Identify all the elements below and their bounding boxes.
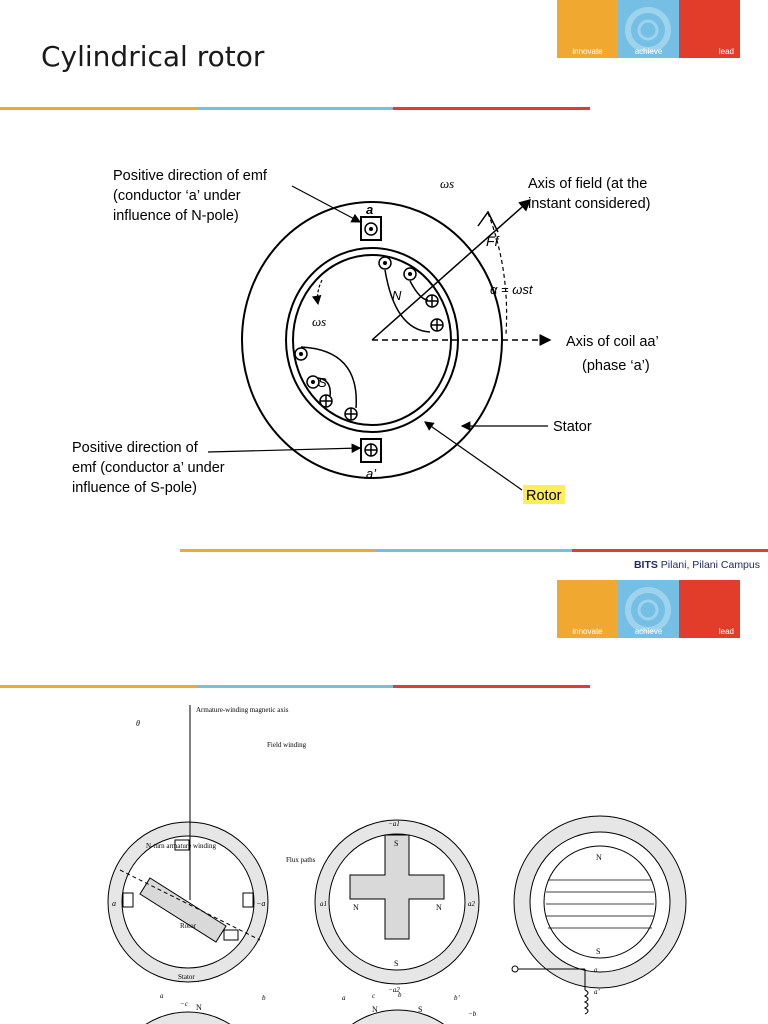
- sym-n: N: [392, 288, 402, 303]
- svg-text:c: c: [372, 992, 376, 1000]
- label-pos-emf-a-3: influence of N-pole): [113, 208, 239, 224]
- fig1-armature-axis: Armature-winding magnetic axis: [196, 706, 289, 714]
- svg-text:b’: b’: [454, 994, 460, 1002]
- svg-text:−b: −b: [468, 1010, 477, 1018]
- svg-text:−a2: −a2: [388, 986, 400, 994]
- svg-text:N: N: [353, 903, 359, 912]
- svg-text:θ: θ: [136, 719, 140, 728]
- fig-two-pole-salient: [108, 705, 316, 982]
- fig1-flux-paths: Flux paths: [286, 856, 316, 864]
- omega-rotor-arrow: [318, 280, 323, 304]
- footer-rule: [180, 549, 768, 552]
- svg-text:a: a: [594, 966, 598, 974]
- svg-text:N: N: [436, 903, 442, 912]
- svg-text:−a: −a: [256, 899, 266, 908]
- svg-text:a2: a2: [468, 900, 475, 908]
- label-pos-emf-a2-3: influence of S-pole): [72, 480, 197, 496]
- slide-2: [0, 580, 768, 1024]
- label-stator: Stator: [553, 419, 592, 435]
- label-pos-emf-a2-2: emf (conductor a’ under: [72, 460, 225, 476]
- svg-text:a’: a’: [594, 988, 600, 996]
- sym-ff: Ff: [486, 233, 499, 249]
- footer-campus: BITS Pilani, Pilani Campus: [633, 559, 760, 571]
- svg-text:a: a: [342, 994, 346, 1002]
- svg-text:b: b: [398, 991, 402, 999]
- svg-text:b: b: [262, 994, 266, 1002]
- svg-text:S: S: [596, 947, 601, 956]
- logo-achieve: achieve: [618, 0, 679, 58]
- fig1-stator: Stator: [178, 973, 195, 981]
- svg-text:a: a: [160, 992, 164, 1000]
- label-axis-field-2: instant considered): [528, 196, 651, 212]
- svg-text:a: a: [112, 899, 116, 908]
- svg-text:N: N: [196, 1003, 202, 1012]
- cylindrical-rotor-diagram: [0, 150, 768, 560]
- bits-logo: [557, 0, 740, 58]
- svg-text:S: S: [394, 839, 399, 848]
- fig1-rotor: Rotor: [180, 922, 196, 930]
- svg-text:−a1: −a1: [388, 820, 400, 828]
- fig1-n-turn: N-turn armature winding: [146, 842, 216, 850]
- label-rotor: Rotor: [526, 488, 562, 504]
- svg-text:a1: a1: [320, 900, 327, 908]
- label-axis-field-1: Axis of field (at the: [528, 176, 648, 192]
- svg-text:S: S: [418, 1005, 423, 1014]
- label-pos-emf-a2-1: Positive direction of: [72, 440, 198, 456]
- header-rule-2: [0, 685, 590, 688]
- fig-three-phase-2pole: [110, 992, 266, 1024]
- sym-a: a: [366, 202, 374, 217]
- fig-three-phase-4pole: [318, 991, 478, 1024]
- sym-alpha: α = ωst: [490, 282, 533, 297]
- label-axis-coil-2: (phase ‘a’): [582, 358, 650, 374]
- sym-omega-s-rotor: ωs: [312, 314, 327, 329]
- fig-cylindrical: [514, 816, 686, 988]
- rotation-arrow: [478, 212, 498, 232]
- label-axis-coil-1: Axis of coil aa’: [566, 334, 659, 350]
- slide-title: Cylindrical rotor: [41, 40, 265, 73]
- machine-figures: [0, 700, 768, 1024]
- label-pos-emf-a-1: Positive direction of emf: [113, 168, 267, 184]
- bits-logo-2: innovate achieve lead: [557, 580, 740, 638]
- sym-a-prime: a’: [366, 466, 377, 481]
- logo-lead: lead: [679, 0, 740, 58]
- rotor-conductors-n: [379, 257, 443, 331]
- sym-s: S: [318, 375, 327, 390]
- svg-text:N: N: [596, 853, 602, 862]
- sym-omega-s-top: ωs: [440, 176, 455, 191]
- logo-innovate: innovate: [557, 0, 618, 58]
- fig1-field-winding: Field winding: [267, 741, 307, 749]
- label-pos-emf-a-2: (conductor ‘a’ under: [113, 188, 241, 204]
- svg-text:N: N: [372, 1005, 378, 1014]
- header-rule: [0, 107, 590, 110]
- svg-text:−c: −c: [180, 1000, 188, 1008]
- svg-text:S: S: [394, 959, 399, 968]
- fig-four-pole: [315, 820, 479, 994]
